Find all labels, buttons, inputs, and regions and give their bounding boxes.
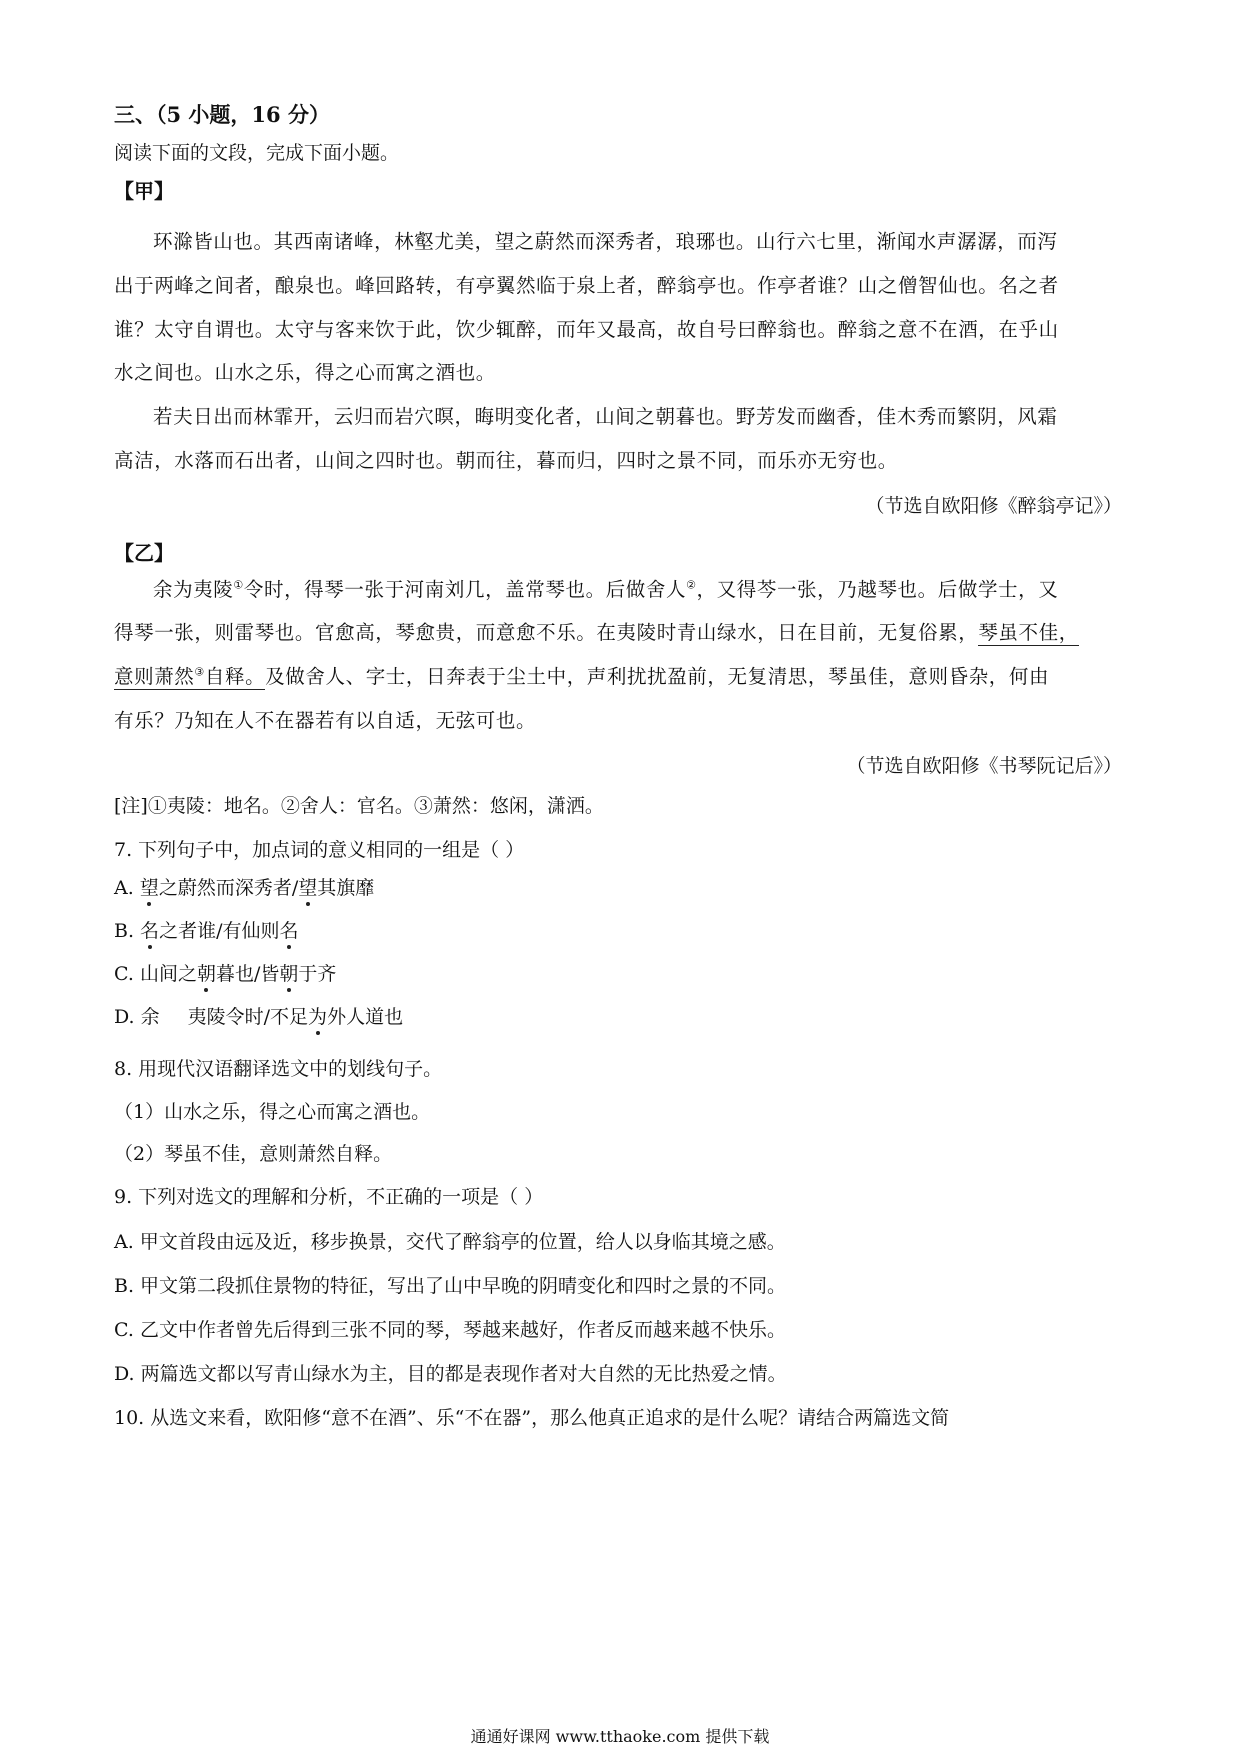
dotted-char: 望 xyxy=(298,877,318,899)
q8-stem: 8. 用现代汉语翻译选文中的划线句子。 xyxy=(114,1058,443,1080)
underlined-sentence xyxy=(114,665,265,690)
q7-option-b xyxy=(114,918,298,944)
text: 余为夷陵 xyxy=(153,578,234,601)
text: 于齐 xyxy=(298,963,337,985)
page-footer: 通通好课网 www.tthaoke.com 提供下载 xyxy=(470,1727,770,1746)
passage-jia-line: 出于两峰之间者，酿泉也。峰回路转，有亭翼然临于泉上者，醉翁亭也。作亭者谁？山之僧智仙也。名之者 xyxy=(114,274,1059,297)
passage-yi-line xyxy=(114,664,1049,690)
passage-yi-source: （节选自欧阳修《书琴阮记后》） xyxy=(846,755,1122,777)
dotted-char: 名 xyxy=(279,920,299,942)
q8-sentence-1: （1）山水之乐，得之心而寓之酒也。 xyxy=(114,1101,431,1123)
text: 夷陵令时/不足 xyxy=(187,1006,309,1028)
text: 之蔚然而深秀者/ xyxy=(158,877,299,899)
dotted-char: 望 xyxy=(139,877,159,899)
q7-option-a xyxy=(114,875,374,901)
text: 意则萧然 xyxy=(114,665,195,688)
passage-jia-line: 高洁，水落而石出者，山间之四时也。朝而往，暮而归，四时之景不同，而乐亦无穷也。 xyxy=(114,449,898,472)
q9-option-b: B. 甲文第二段抓住景物的特征，写出了山中早晚的阴晴变化和四时之景的不同。 xyxy=(114,1275,787,1297)
q9-option-d: D. 两篇选文都以写青山绿水为主，目的都是表现作者对大自然的无比热爱之情。 xyxy=(114,1363,787,1385)
instruction: 阅读下面的文段，完成下面小题。 xyxy=(114,142,400,164)
footnote-marker: ① xyxy=(233,578,244,592)
text: D. 余 xyxy=(114,1006,160,1028)
passage-yi-label: 【乙】 xyxy=(114,541,174,565)
q7-option-d xyxy=(114,1004,403,1030)
text: ，又得芩一张，乃越琴也。后做学士，又 xyxy=(696,578,1059,601)
q9-option-c: C. 乙文中作者曾先后得到三张不同的琴，琴越来越好，作者反而越来越不快乐。 xyxy=(114,1319,786,1341)
q7-option-c xyxy=(114,961,336,987)
text: 外人道也 xyxy=(327,1006,404,1028)
dotted-char: 朝 xyxy=(196,963,216,985)
text: 暮也/皆 xyxy=(215,963,280,985)
passage-jia-line: 若夫日出而林霏开，云归而岩穴暝，晦明变化者，山间之朝暮也。野芳发而幽香，佳木秀而繁阴，风霜 xyxy=(153,405,1058,428)
underlined-sentence: 琴虽不佳， xyxy=(978,621,1079,644)
passage-yi-line xyxy=(114,620,1079,646)
text: C. 山间之 xyxy=(114,963,197,985)
dotted-char: 名 xyxy=(140,920,160,942)
footnote-marker: ③ xyxy=(194,665,205,679)
text: 其旗靡 xyxy=(317,877,375,899)
passage-jia-line: 谁？太守自谓也。太守与客来饮于此，饮少辄醉，而年又最高，故自号曰醉翁也。醉翁之意不在酒，在乎山 xyxy=(114,318,1059,341)
passage-yi-line xyxy=(153,577,1058,603)
note: [注]①夷陵：地名。②舍人：官名。③萧然：悠闲，潇洒。 xyxy=(114,795,604,817)
text: B. xyxy=(114,920,141,942)
q9-stem: 9. 下列对选文的理解和分析，不正确的一项是（ ） xyxy=(114,1186,544,1208)
dotted-char: 为 xyxy=(308,1006,328,1028)
passage-jia-line: 环滁皆山也。其西南诸峰，林壑尤美，望之蔚然而深秀者，琅琊也。山行六七里，渐闻水声潺潺，而泻 xyxy=(153,230,1058,253)
passage-jia-line: 水之间也。山水之乐，得之心而寓之酒也。 xyxy=(114,361,496,384)
q8-sentence-2: （2）琴虽不佳，意则萧然自释。 xyxy=(114,1143,393,1165)
section-title: 三、（5 小题，16 分） xyxy=(114,102,330,127)
text: 自释。 xyxy=(204,665,266,688)
q9-option-a: A. 甲文首段由远及近，移步换景，交代了醉翁亭的位置，给人以身临其境之感。 xyxy=(114,1231,786,1253)
passage-jia-source: （节选自欧阳修《醉翁亭记》） xyxy=(865,495,1122,517)
text: 之者谁/有仙则 xyxy=(159,920,280,942)
footnote-marker: ② xyxy=(686,578,697,592)
q7-stem: 7. 下列句子中，加点词的意义相同的一组是（ ） xyxy=(114,839,525,861)
text: 得琴一张，则雷琴也。官愈高，琴愈贵，而意愈不乐。在夷陵时青山绿水，日在目前，无复俗累， xyxy=(114,621,979,644)
text: 令时，得琴一张于河南刘几，盖常琴也。后做舍人 xyxy=(243,578,687,601)
q10-stem: 10. 从选文来看，欧阳修“意不在酒”、乐“不在器”，那么他真正追求的是什么呢？请结合两篇选文简 xyxy=(114,1407,950,1429)
text: 及做舍人、字士，日奔表于尘土中，声利扰扰盈前，无复清思，琴虽佳，意则昏杂，何由 xyxy=(265,665,1050,688)
passage-jia-label: 【甲】 xyxy=(114,179,174,203)
dotted-char: 朝 xyxy=(279,963,299,985)
passage-yi-line: 有乐？乃知在人不在器若有以自适，无弦可也。 xyxy=(114,709,537,732)
text: A. xyxy=(114,877,140,899)
